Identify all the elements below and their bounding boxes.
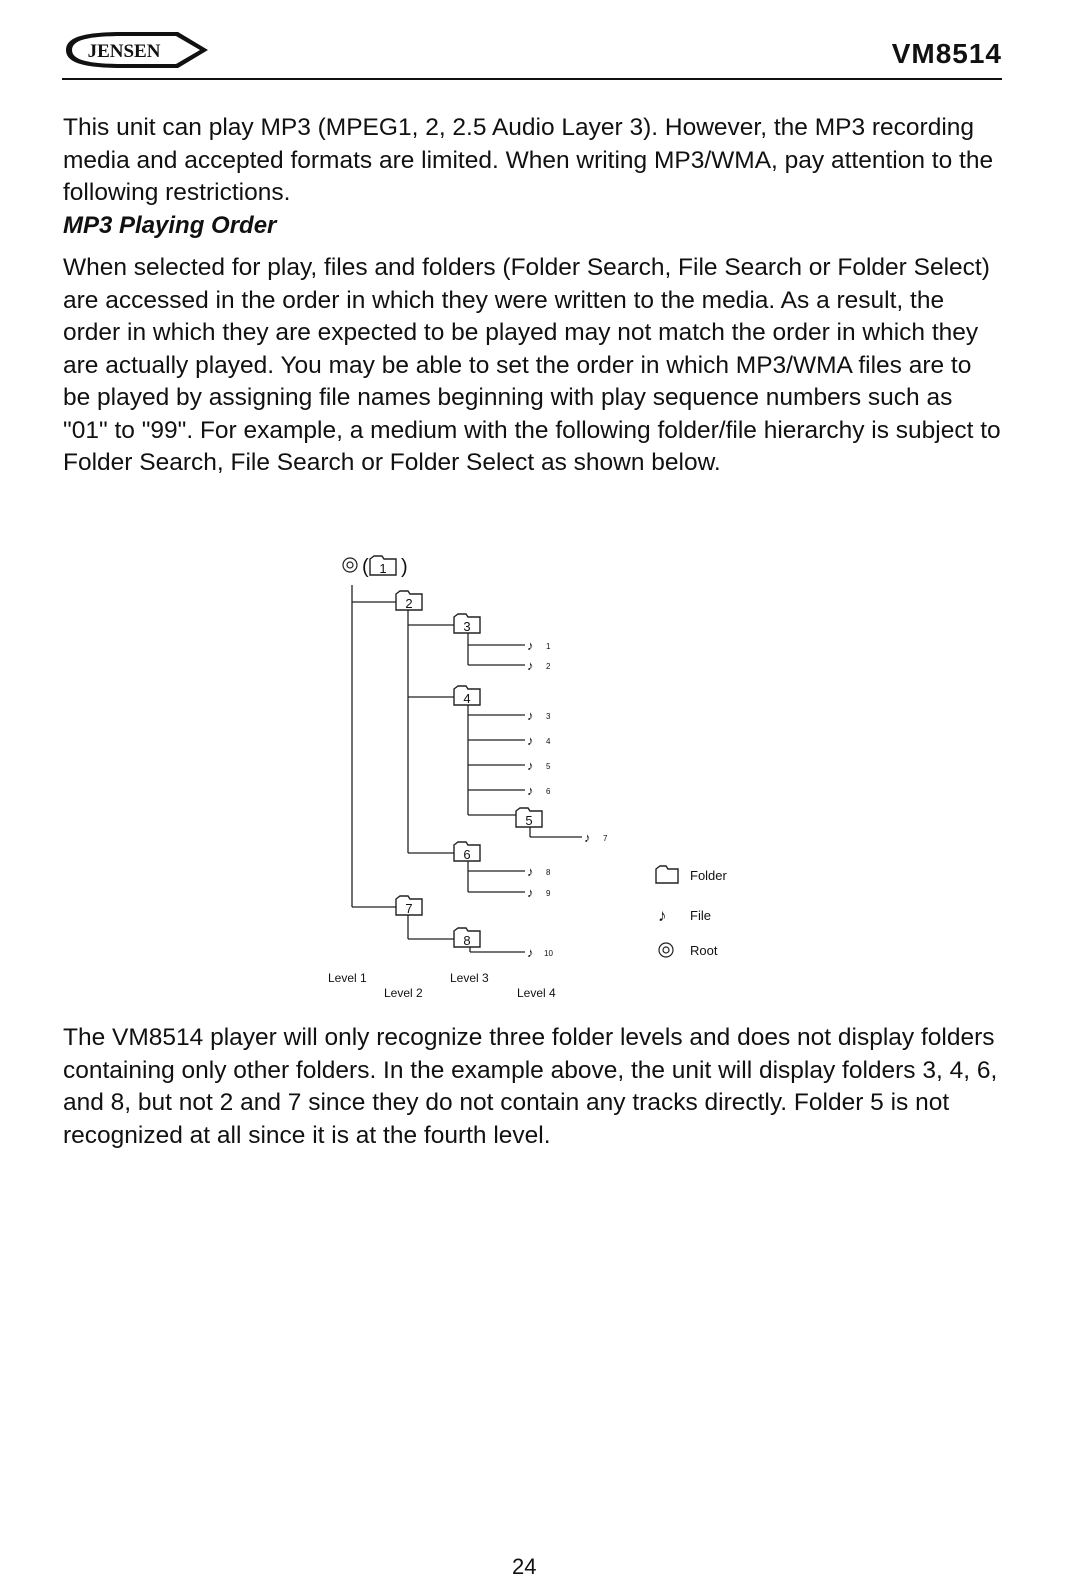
file-icon-3: ♪ — [527, 708, 534, 723]
file-number-5: 5 — [546, 762, 551, 771]
file-icon-8: ♪ — [527, 864, 534, 879]
file-number-9: 9 — [546, 889, 551, 898]
legend-folder-icon — [656, 866, 678, 883]
folder-label-7: 7 — [405, 901, 413, 916]
legend-file-icon: ♪ — [658, 906, 667, 925]
file-icon-4: ♪ — [527, 733, 534, 748]
svg-text:): ) — [401, 556, 408, 578]
file-number-8: 8 — [546, 868, 551, 877]
file-number-4: 4 — [546, 737, 551, 746]
folder-label-8: 8 — [463, 933, 471, 948]
svg-text:(: ( — [362, 556, 369, 578]
file-icon-6: ♪ — [527, 783, 534, 798]
jensen-logo — [62, 28, 212, 72]
legend-root-label: Root — [690, 943, 718, 958]
file-number-1: 1 — [546, 642, 551, 651]
file-number-3: 3 — [546, 712, 551, 721]
model-number: VM8514 — [891, 38, 1002, 69]
section-body: When selected for play, files and folders (Folder Search, File Search or Folder Select) are accessed in the order in which they were written to the media. As a result, the order in which they are expected to be played may not match the order in which they are actually played. You may be able to set the order in which MP3/WMA files are to be played by assigning file names beginning with play sequence numbers such as "01" to "99". For example, a medium with the following folder/file hierarchy is subject to Folder Search, File Search or Folder Select as shown below. — [63, 254, 1001, 476]
page-header — [62, 24, 1002, 80]
file-number-10: 10 — [544, 949, 553, 958]
header-rule — [62, 78, 1002, 80]
legend-folder-label: Folder — [690, 868, 727, 883]
root-icon — [343, 558, 357, 572]
intro-paragraph: This unit can play MP3 (MPEG1, 2, 2.5 Audio Layer 3). However, the MP3 recording media and accepted formats are limited. When writing MP3/WMA, pay attention to the following restrictions. — [63, 114, 994, 206]
folder-label-1: 1 — [379, 561, 387, 576]
file-icon-2: ♪ — [527, 658, 534, 673]
file-icon-1: ♪ — [527, 638, 534, 653]
file-icon-10: ♪ — [527, 945, 534, 960]
folder-hierarchy-diagram — [320, 545, 760, 1005]
folder-label-2: 2 — [405, 596, 413, 611]
level-2-label: Level 2 — [384, 986, 423, 1000]
legend-file-label: File — [690, 908, 711, 923]
file-number-6: 6 — [546, 787, 551, 796]
folder-label-4: 4 — [463, 691, 471, 706]
level-3-label: Level 3 — [450, 971, 489, 985]
folder-label-3: 3 — [463, 619, 471, 634]
logo-text: JENSEN — [87, 41, 161, 62]
file-number-2: 2 — [546, 662, 551, 671]
file-icon-7: ♪ — [584, 830, 591, 845]
legend-root-icon — [659, 943, 673, 957]
folder-label-6: 6 — [463, 847, 471, 862]
level-4-label: Level 4 — [517, 986, 556, 1000]
file-icon-9: ♪ — [527, 885, 534, 900]
page-number: 24 — [512, 1554, 537, 1579]
file-number-7: 7 — [603, 834, 608, 843]
level-1-label: Level 1 — [328, 971, 367, 985]
closing-paragraph: The VM8514 player will only recognize three folder levels and does not display folders containing only other folders. In the example above, the unit will display folders 3, 4, 6, and 8, but not 2 and 7 since they do not contain any tracks directly. Folder 5 is not recognized at all since it is at the fourth level. — [63, 1024, 998, 1149]
legend — [656, 866, 728, 958]
section-heading: MP3 Playing Order — [63, 212, 277, 239]
file-icon-5: ♪ — [527, 758, 534, 773]
folder-label-5: 5 — [525, 813, 533, 828]
